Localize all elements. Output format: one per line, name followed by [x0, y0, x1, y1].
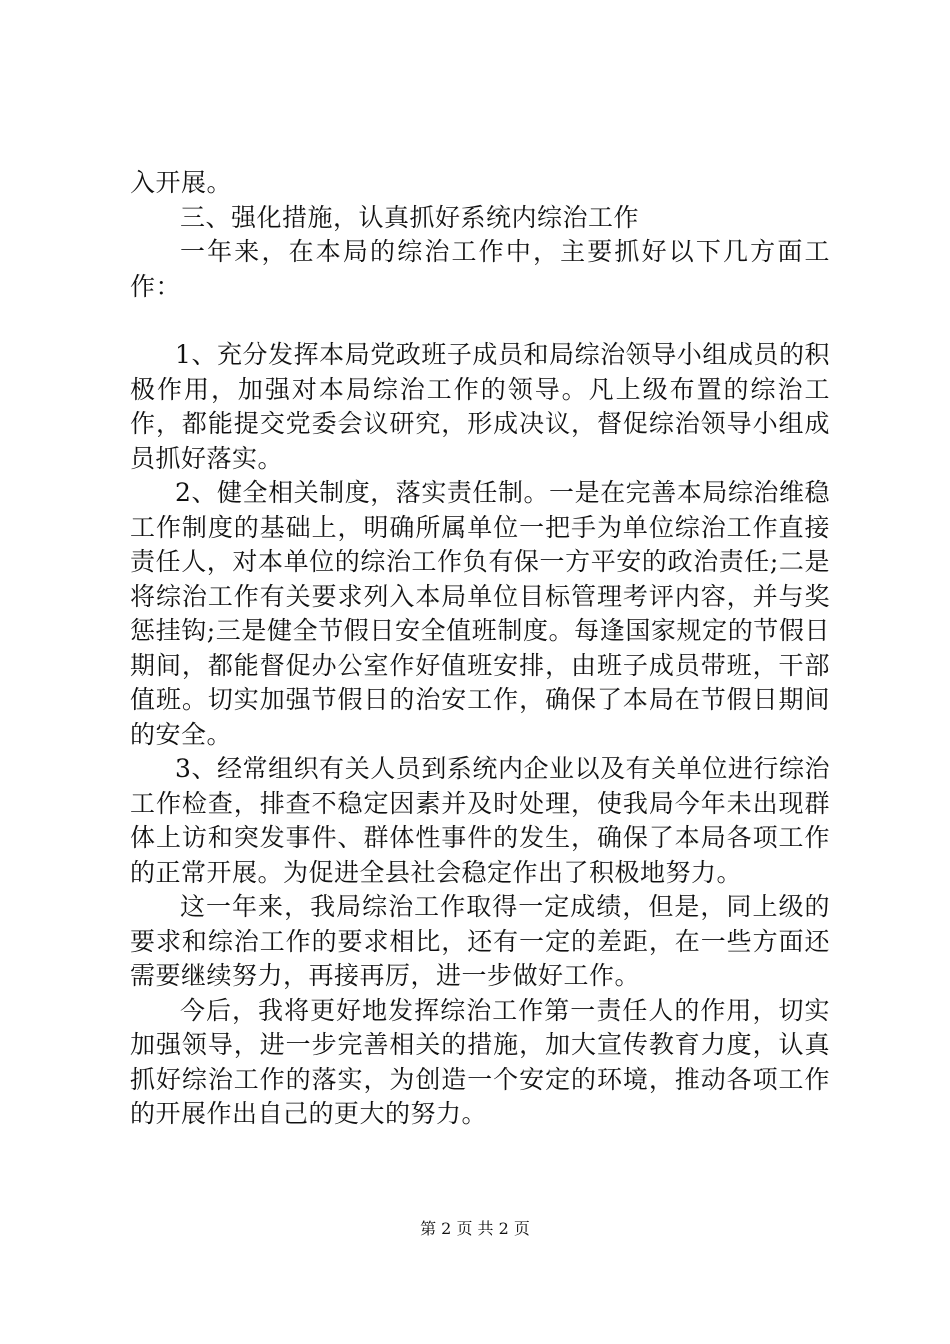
- paragraph-conclusion: 今后，我将更好地发挥综治工作第一责任人的作用，切实加强领导，进一步完善相关的措施，加大宣传教育力度，认真抓好综治工作的落实，为创造一个安定的环境，推动各项工作的开展作出自己的更大的努力。: [130, 995, 830, 1128]
- paragraph-summary: 这一年来，我局综治工作取得一定成绩，但是，同上级的要求和综治工作的要求相比，还有一定的差距，在一些方面还需要继续努力，再接再厉，进一步做好工作。: [130, 892, 830, 990]
- paragraph-item-1: 1、充分发挥本局党政班子成员和局综治领导小组成员的积极作用，加强对本局综治工作的领导。凡上级布置的综治工作，都能提交党委会议研究，形成决议，督促综治领导小组成员抓好落实。: [130, 340, 830, 473]
- blank-line: [130, 304, 830, 338]
- paragraph-item-3: 3、经常组织有关人员到系统内企业以及有关单位进行综治工作检查，排查不稳定因素并及时处理，使我局今年未出现群体上访和突发事件、群体性事件的发生，确保了本局各项工作的正常开展。为促进全县社会稳定作出了积极地努力。: [130, 754, 830, 887]
- paragraph-continuation: 入开展。: [130, 168, 233, 197]
- section-heading: 三、强化措施，认真抓好系统内综治工作: [180, 202, 640, 232]
- paragraph-item-2: 2、健全相关制度，落实责任制。一是在完善本局综治维稳工作制度的基础上，明确所属单位一把手为单位综治工作直接责任人，对本单位的综治工作负有保一方平安的政治责任;二是将综治工作有关要求列入本局单位目标管理考评内容，并与奖惩挂钩;三是健全节假日安全值班制度。每逢国家规定的节假日期间，都能督促办公室作好值班安排，由班子成员带班，干部值班。切实加强节假日的治安工作，确保了本局在节假日期间的安全。: [130, 478, 830, 749]
- paragraph-intro: 一年来，在本局的综治工作中，主要抓好以下几方面工作：: [130, 237, 830, 301]
- document-body: [130, 166, 830, 1132]
- page-number-footer: 第 2 页 共 2 页: [420, 1219, 530, 1238]
